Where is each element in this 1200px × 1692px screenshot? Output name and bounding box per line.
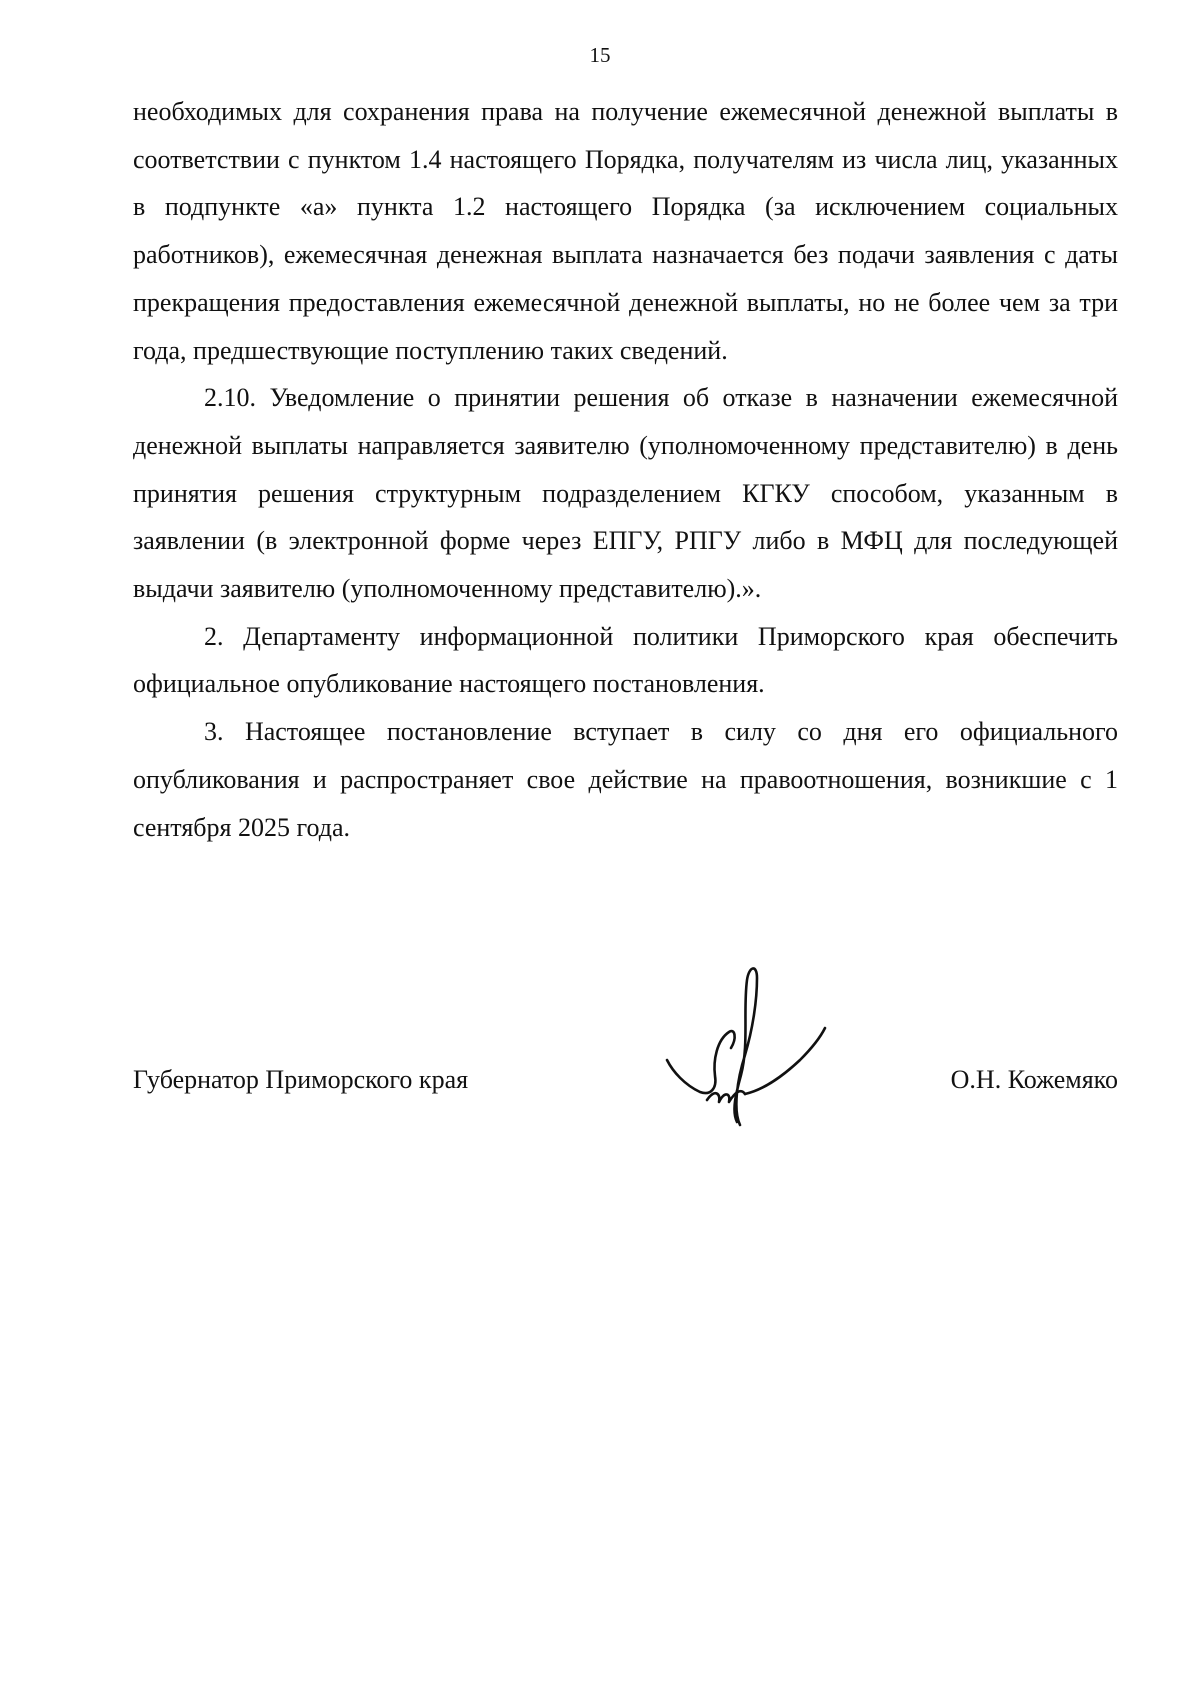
paragraph-item-3: 3. Настоящее постановление вступает в силу со дня его официального опубликования и распространяет свое действие на правоотношения, возникшие с 1 сентября 2025 года.	[133, 717, 1118, 842]
signature-block	[133, 1040, 1118, 1100]
signatory-title: Губернатор Приморского края	[133, 1065, 469, 1094]
paragraph-continuation: необходимых для сохранения права на получение ежемесячной денежной выплаты в соответствии с пунктом 1.4 настоящего Порядка, получателям из числа лиц, указанных в подпункте «а» пункта 1.2 настоящего Порядка (за исключением социальных работников), ежемесячная денежная выплата назначается без подачи заявления с даты прекращения предоставления ежемесячной денежной выплаты, но не более чем за три года, предшествующие поступлению таких сведений.	[133, 97, 1118, 365]
document-body	[133, 88, 1118, 851]
handwritten-signature	[645, 960, 830, 1130]
paragraph-2-10: 2.10. Уведомление о принятии решения об отказе в назначении ежемесячной денежной выплаты направляется заявителю (уполномоченному представителю) в день принятия решения структурным подразделением КГКУ способом, указанным в заявлении (в электронной форме через ЕПГУ, РПГУ либо в МФЦ для последующей выдачи заявителю (уполномоченному представителю).».	[133, 383, 1118, 604]
signatory-name: О.Н. Кожемяко	[950, 1065, 1118, 1094]
page-number: 15	[589, 43, 611, 67]
paragraph-item-2: 2. Департаменту информационной политики Приморского края обеспечить официальное опубликование настоящего постановления.	[133, 621, 1118, 699]
